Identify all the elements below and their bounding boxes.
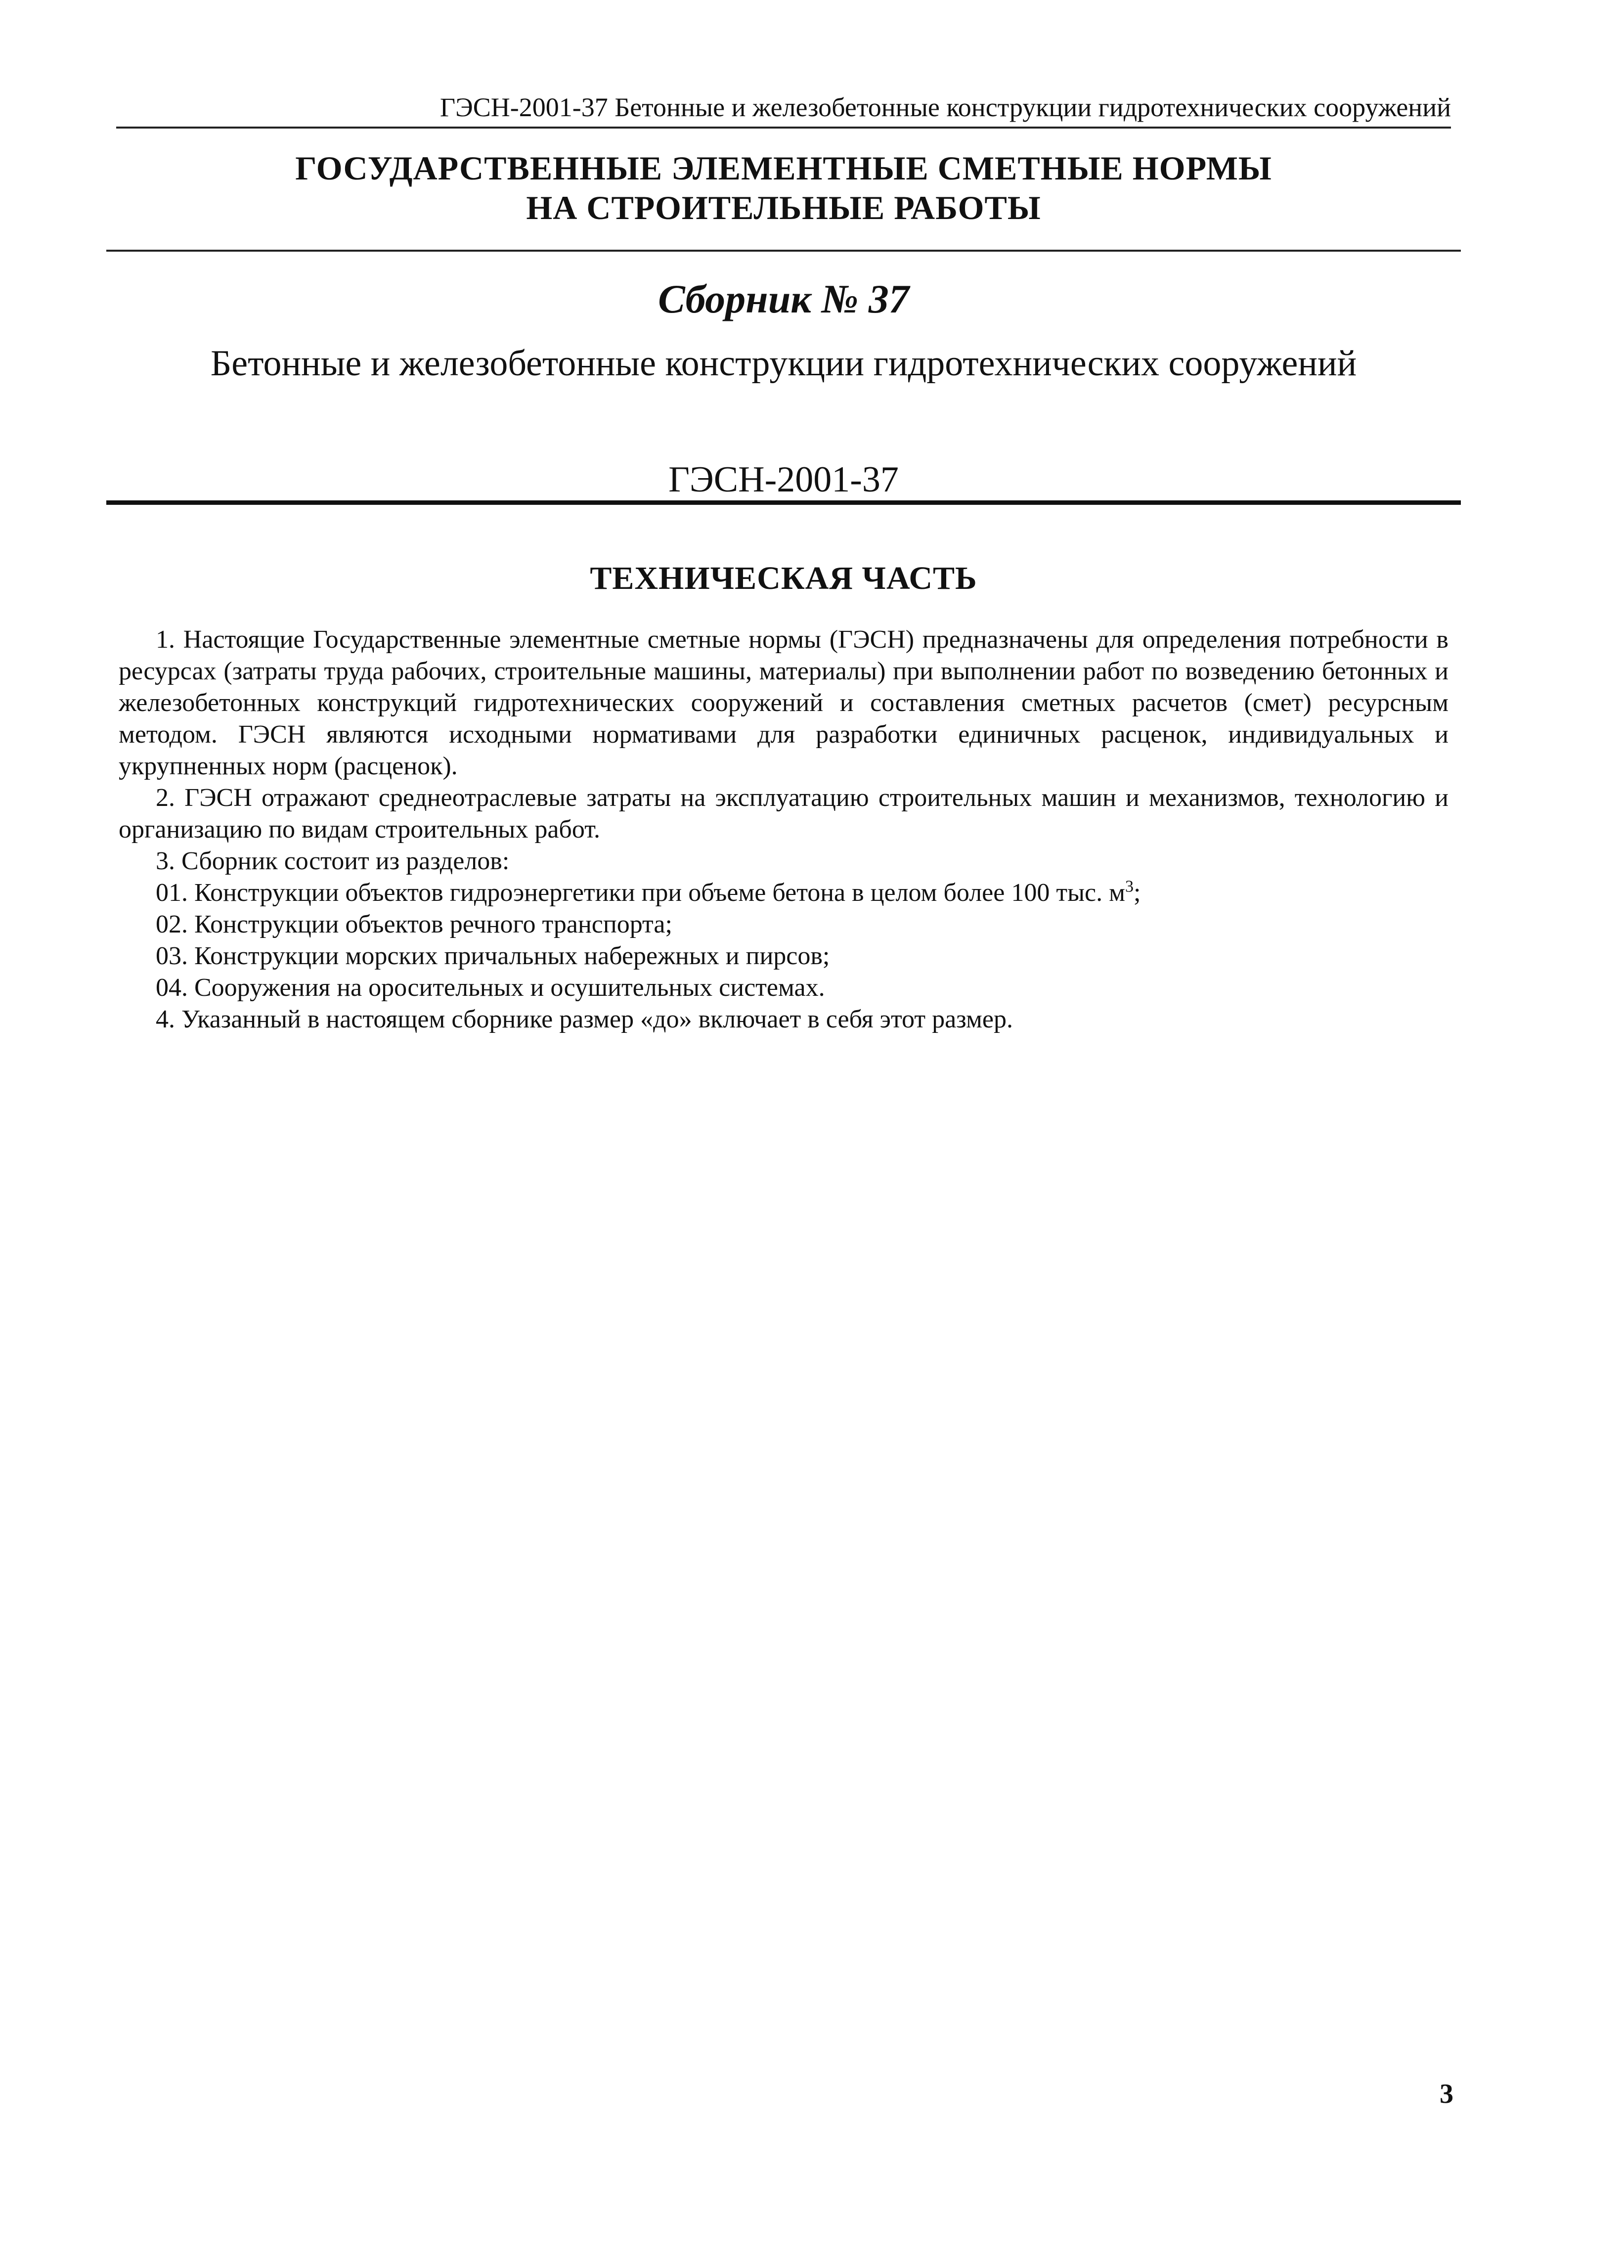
main-title [116, 148, 1451, 227]
main-title-line-2: НА СТРОИТЕЛЬНЫЕ РАБОТЫ [526, 189, 1041, 226]
list-item-1-end: ; [1134, 879, 1141, 907]
paragraph-1: 1. Настоящие Государственные элементные сметные нормы (ГЭСН) предназначены для определения потребности в ресурсах (затраты труда рабочих, строительные машины, материалы) при выполнении работ по возведению бетонных и железобетонных конструкций гидротехнических сооружений и составления сметных расчетов (смет) ресурсным методом. ГЭСН являются исходными нормативами для разработки единичных расценок, индивидуальных и укрупненных норм (расценок). [119, 625, 1448, 780]
list-item: 03. Конструкции морских причальных набережных и пирсов; [156, 942, 830, 970]
running-header: ГЭСН-2001-37 Бетонные и железобетонные конструкции гидротехнических сооружений [439, 92, 1451, 122]
paragraph-4: 4. Указанный в настоящем сборнике размер «до» включает в себя этот размер. [156, 1005, 1013, 1033]
main-title-line-1: ГОСУДАРСТВЕННЫЕ ЭЛЕМЕНТНЫЕ СМЕТНЫЕ НОРМЫ [295, 149, 1272, 187]
code-rule [106, 500, 1461, 505]
collection-name: Бетонные и железобетонные конструкции гидротехнических сооружений [210, 343, 1357, 384]
list-item: 02. Конструкции объектов речного транспорта; [156, 910, 672, 938]
list-item-1-text: 01. Конструкции объектов гидроэнергетики при объеме бетона в целом более 100 тыс. м [156, 879, 1125, 907]
document-code: ГЭСН-2001-37 [668, 459, 899, 500]
paragraph-2: 2. ГЭСН отражают среднеотраслевые затраты на эксплуатацию строительных машин и механизмов, технологию и организацию по видам строительных работ. [119, 784, 1448, 844]
list-item: 04. Сооружения на оросительных и осушительных системах. [156, 974, 825, 1002]
section-title: ТЕХНИЧЕСКАЯ ЧАСТЬ [590, 560, 977, 596]
collection-number: Сборник № 37 [658, 276, 909, 321]
paragraph-3: 3. Сборник состоит из разделов: [156, 847, 510, 875]
page-number: 3 [1440, 2079, 1453, 2109]
title-rule [106, 250, 1461, 252]
superscript-3: 3 [1125, 877, 1134, 896]
list-item [119, 877, 1448, 909]
technical-part-body [119, 624, 1448, 1035]
header-rule [116, 127, 1451, 129]
